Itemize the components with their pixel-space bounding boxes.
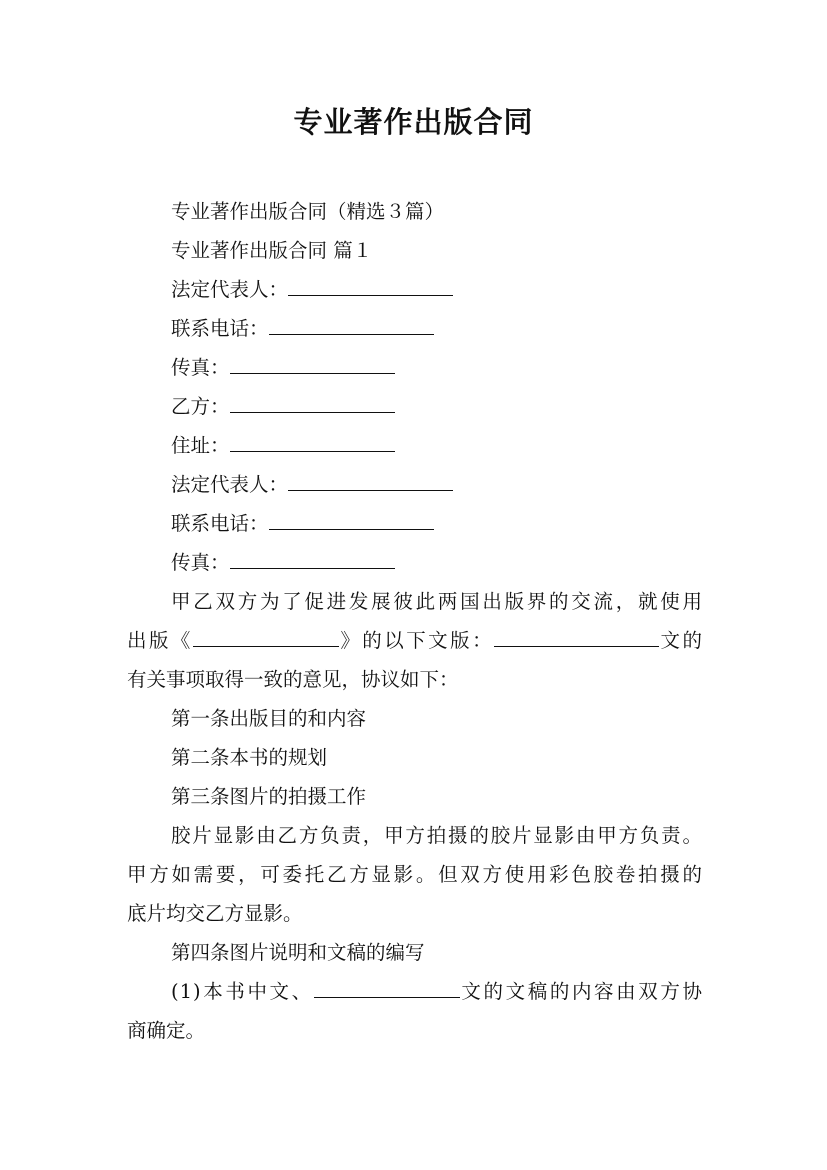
- party-b-fax-blank[interactable]: [230, 550, 395, 569]
- party-b-legal-rep-line: [127, 472, 703, 498]
- section-heading: 专业著作出版合同 篇１: [171, 239, 373, 262]
- party-b-legal-rep-blank[interactable]: [288, 472, 453, 491]
- article-4-heading: 第四条图片说明和文稿的编写: [171, 941, 425, 964]
- document-title: 专业著作出版合同: [293, 105, 534, 139]
- party-a-legal-rep-blank[interactable]: [288, 277, 453, 296]
- article-4-item1-line2: 商确定。: [127, 1019, 206, 1042]
- intro-paragraph-line1: 甲乙双方为了促进发展彼此两国出版界的交流，就使用: [171, 590, 703, 613]
- intro-paragraph-line3: 有关事项取得一致的意见，协议如下：: [127, 668, 459, 691]
- intro-edition-label: 》的以下文版：: [338, 629, 495, 652]
- party-b-phone-blank[interactable]: [269, 511, 434, 530]
- language-blank[interactable]: [314, 979, 460, 998]
- party-b-name-label: 乙方：: [171, 395, 230, 418]
- party-b-address-label: 住址：: [171, 434, 230, 457]
- article-3-body-line3: 底片均交乙方显影。: [127, 902, 303, 925]
- article-3-heading: 第三条图片的拍摄工作: [171, 785, 367, 808]
- party-b-name-line: [127, 394, 703, 420]
- party-a-phone-blank[interactable]: [269, 316, 434, 335]
- party-b-fax-line: [127, 550, 703, 576]
- article-1-heading: 第一条出版目的和内容: [171, 707, 367, 730]
- document-subtitle: 专业著作出版合同（精选３篇）: [171, 200, 445, 223]
- edition-language-blank[interactable]: [494, 628, 659, 647]
- intro-publish-label: 出版《: [127, 629, 193, 652]
- party-b-address-line: [127, 433, 703, 459]
- party-a-legal-rep-line: [127, 277, 703, 303]
- article-4-item1-prefix: (1)本书中文、: [171, 980, 314, 1003]
- article-3-body-line2: 甲方如需要，可委托乙方显影。但双方使用彩色胶卷拍摄的: [127, 863, 703, 886]
- article-4-item1-line1: [127, 979, 703, 1005]
- intro-paragraph-line2: [127, 628, 703, 654]
- party-b-address-blank[interactable]: [230, 433, 395, 452]
- party-b-legal-rep-label: 法定代表人：: [171, 473, 289, 496]
- party-a-phone-line: [127, 316, 703, 342]
- party-b-name-blank[interactable]: [230, 394, 395, 413]
- party-b-fax-label: 传真：: [171, 551, 230, 574]
- party-b-phone-line: [127, 511, 703, 537]
- party-a-fax-blank[interactable]: [230, 355, 395, 374]
- party-a-fax-label: 传真：: [171, 356, 230, 379]
- party-a-fax-line: [127, 355, 703, 381]
- article-2-heading: 第二条本书的规划: [171, 746, 328, 769]
- party-b-phone-label: 联系电话：: [171, 512, 269, 535]
- party-a-phone-label: 联系电话：: [171, 317, 269, 340]
- article-3-body-line1: 胶片显影由乙方负责，甲方拍摄的胶片显影由甲方负责。: [171, 824, 703, 847]
- intro-text-suffix: 文的: [659, 629, 703, 652]
- article-4-item1-suffix: 文的文稿的内容由双方协: [459, 980, 703, 1003]
- party-a-legal-rep-label: 法定代表人：: [171, 278, 289, 301]
- book-title-blank[interactable]: [193, 628, 339, 647]
